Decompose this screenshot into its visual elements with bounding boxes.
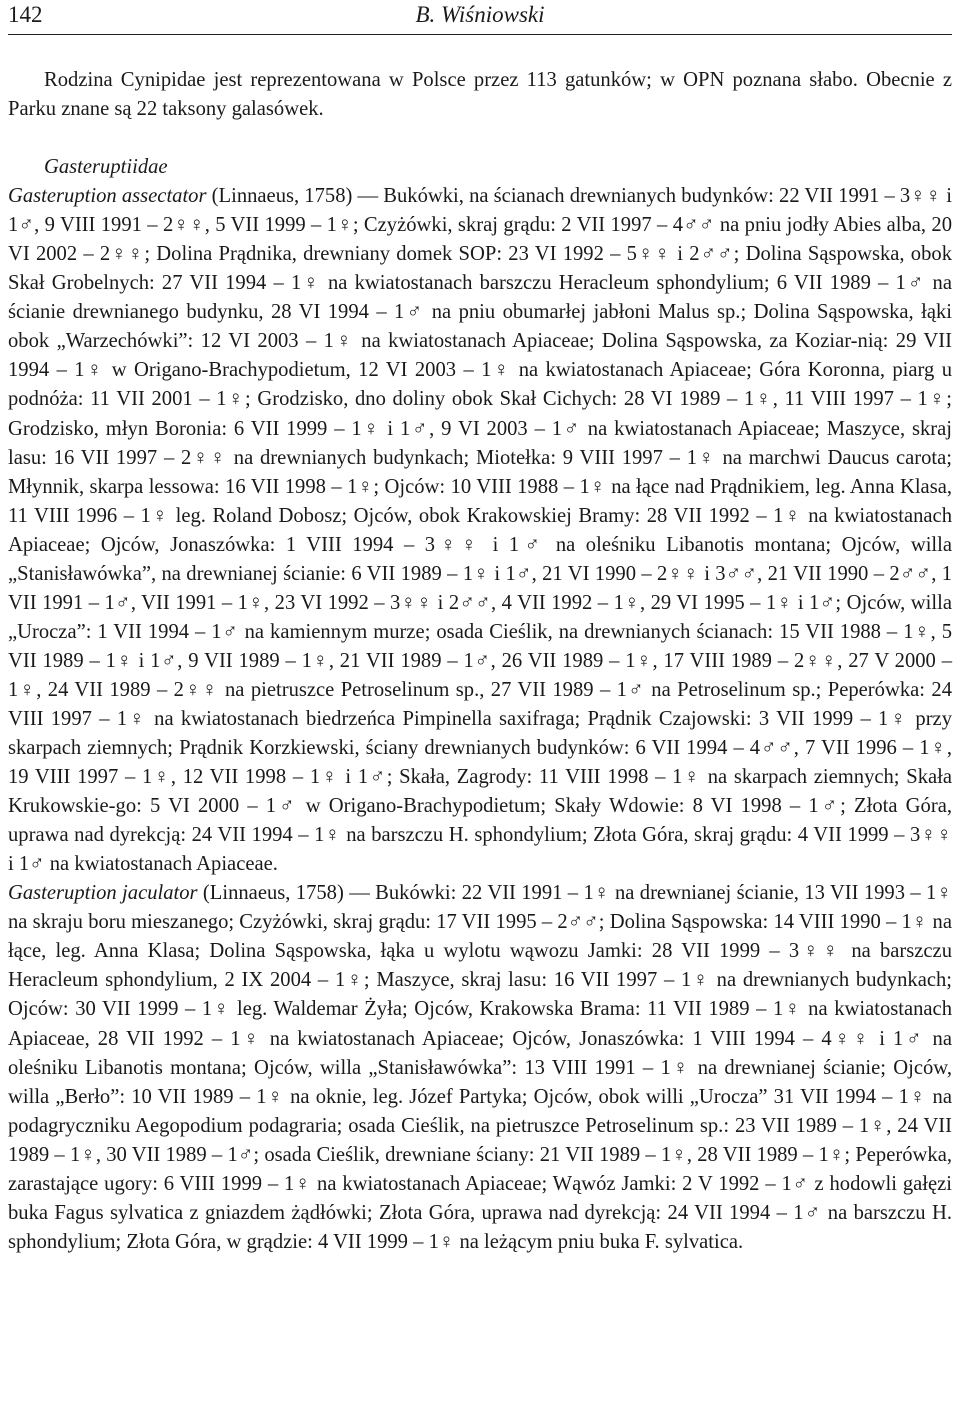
species-records: — Bukówki, na ścianach drewnianych budynków: 22 VII 1991 – 3♀♀ i 1♂, 9 VIII 1991 – 2♀♀, 5 VII 1999 – 1♀; Czyżówki, skraj grądu: 2 VII 1997 – 4♂♂ na pniu jodły Abies alba, 20 VI 2002 – 2♀♀; Dolina Prądnika, drewniany domek SOP: 23 VI 1992 – 5♀♀ i 2♂♂; Dolina Sąspowska, obok Skał Grobelnych: 27 VII 1994 – 1♀ na kwiatostanach barszczu Heracleum sphondylium; 6 VII 1989 – 1♂ na ścianie drewnianego budynku, 28 VI 1994 – 1♂ na pniu obumarłej jabłoni Malus sp.; Dolina Sąspowska, łąki obok „Warzechówki”: 12 VI 2003 – 1♀ na kwiatostanach Apiaceae; Dolina Sąspowska, za Koziar-nią: 29 VII 1994 – 1♀ w Origano-Brachypodietum, 12 VI 2003 – 1♀ na kwiatostanach Apiaceae; Góra Koronna, piarg u podnóża: 11 VII 2001 – 1♀; Grodzisko, dno doliny obok Skał Cichych: 28 VI 1989 – 1♀, 11 VIII 1997 – 1♀; Grodzisko, młyn Boronia: 6 VII 1999 – 1♀ i 1♂, 9 VI 2003 – 1♂ na kwiatostanach Apiaceae; Maszyce, skraj lasu: 16 VII 1997 – 2♀♀ na drewnianych budynkach; Miotełka: 9 VIII 1997 – 1♀ na marchwi Daucus carota; Młynnik, skarpa lessowa: 16 VII 1998 – 1♀; Ojców: 10 VIII 1988 – 1♀ na łące nad Prądnikiem, leg. Anna Klasa, 11 VIII 1996 – 1♀ leg. Roland Dobosz; Ojców, obok Krakowskiej Bramy: 28 VII 1992 – 1♀ na kwiatostanach Apiaceae; Ojców, Jonaszówka: 1 VIII 1994 – 3♀♀ i 1♂ na oleśniku Libanotis montana; Ojców, willa „Stanisławówka”, na drewnianej ścianie: 6 VII 1989 – 1♀ i 1♂, 21 VI 1990 – 2♀♀ i 3♂♂, 21 VII 1990 – 2♂♂, 1 VII 1991 – 1♂, VII 1991 – 1♀, 23 VI 1992 – 3♀♀ i 2♂♂, 4 VII 1992 – 1♀, 29 VI 1995 – 1♀ i 1♂; Ojców, willa „Urocza”: 1 VII 1994 – 1♂ na kamiennym murze; osada Cieślik, na drewnianych ścianach: 15 VII 1988 – 1♀, 5 VII 1989 – 1♀ i 1♂, 9 VII 1989 – 1♀, 21 VII 1989 – 1♂, 26 VII 1989 – 1♀, 17 VIII 1989 – 2♀♀, 27 V 2000 – 1♀, 24 VII 1989 – 2♀♀ na pietruszce Petroselinum sp., 27 VII 1989 – 1♂ na Petroselinum sp.; Peperówka: 24 VIII 1997 – 1♀ na kwiatostanach biedrzeńca Pimpinella saxifraga; Prądnik Czajowski: 3 VII 1999 – 1♀ przy skarpach ziemnych; Prądnik Korzkiewski, ściany drewnianych budynków: 6 VII 1994 – 4♂♂, 7 VII 1996 – 1♀, 19 VIII 1997 – 1♀, 12 VII 1998 – 1♀ i 1♂; Skała, Zagrody: 11 VIII 1998 – 1♀ na skarpach ziemnych; Skała Krukowskie-go: 5 VI 2000 – 1♂ w Origano-Brachypodietum; Skały Wdowie: 8 VI 1998 – 1♂; Złota Góra, uprawa nad dyrekcją: 24 VII 1994 – 1♀ na barszczu H. sphondylium; Złota Góra, skraj grądu: 4 VII 1999 – 3♀♀ i 1♂ na kwiatostanach Apiaceae.: [8, 185, 952, 876]
article-body: [8, 66, 952, 1257]
species-entry-2: [8, 879, 952, 1257]
species-author: (Linnaeus, 1758): [211, 185, 353, 208]
species-name: Gasteruption jaculator: [8, 882, 198, 905]
family-heading: Gasteruptiidae: [44, 156, 168, 179]
page-number: 142: [8, 2, 43, 27]
intro-paragraph: Rodzina Cynipidae jest reprezentowana w Polsce przez 113 gatunków; w OPN poznana słabo. Obecnie z Parku znane są 22 taksony galasówek.: [8, 69, 952, 121]
species-records: — Bukówki: 22 VII 1991 – 1♀ na drewnianej ścianie, 13 VII 1993 – 1♀ na skraju boru mieszanego; Czyżówki, skraj grądu: 17 VII 1995 – 2♂♂; Dolina Sąspowska: 14 VIII 1990 – 1♀ na łące, leg. Anna Klasa; Dolina Sąspowska, łąka u wylotu wąwozu Jamki: 28 VII 1999 – 3♀♀ na barszczu Heracleum sphondylium, 2 IX 2004 – 1♀; Maszyce, skraj lasu: 16 VII 1997 – 1♀ na drewnianych budynkach; Ojców: 30 VII 1999 – 1♀ leg. Waldemar Żyła; Ojców, Krakowska Brama: 11 VII 1989 – 1♀ na kwiatostanach Apiaceae, 28 VII 1992 – 1♀ na kwiatostanach Apiaceae; Ojców, Jonaszówka: 1 VIII 1994 – 4♀♀ i 1♂ na oleśniku Libanotis montana; Ojców, willa „Stanisławówka”: 13 VIII 1991 – 1♀ na drewnianej ścianie; Ojców, willa „Berło”: 10 VII 1989 – 1♀ na oknie, leg. Józef Partyka; Ojców, obok willi „Urocza” 31 VII 1994 – 1♀ na podagryczniku Aegopodium podagraria; osada Cieślik, na pietruszce Petroselinum sp.: 23 VII 1989 – 1♀, 24 VII 1989 – 1♀, 30 VII 1989 – 1♂; osada Cieślik, drewniane ściany: 21 VII 1989 – 1♀, 28 VII 1989 – 1♀; Peperówka, zarastające ugory: 6 VIII 1999 – 1♀ na kwiatostanach Apiaceae; Wąwóz Jamki: 2 V 1992 – 1♂ z hodowli gałęzi buka Fagus sylvatica z gniazdem żądłówki; Złota Góra, uprawa nad dyrekcją: 24 VII 1994 – 1♂ na barszczu H. sphondylium; Złota Góra, w grądzie: 4 VII 1999 – 1♀ na leżącym pniu buka F. sylvatica.: [8, 882, 952, 1253]
running-head: B. Wiśniowski: [415, 2, 545, 27]
species-name: Gasteruption assectator: [8, 185, 207, 208]
page-header: [8, 0, 952, 35]
species-author: (Linnaeus, 1758): [202, 882, 344, 905]
species-entry-1: [8, 182, 952, 879]
